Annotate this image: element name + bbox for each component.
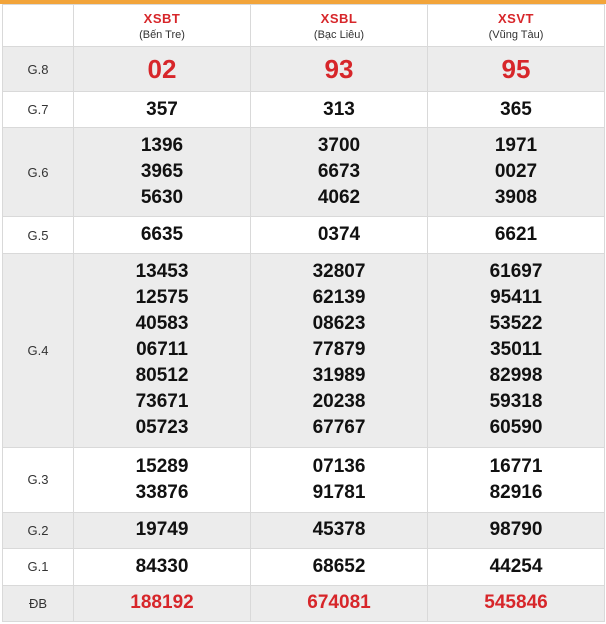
prize-label: G.4 bbox=[3, 253, 74, 447]
prize-label: G.1 bbox=[3, 549, 74, 585]
prize-label: G.5 bbox=[3, 217, 74, 253]
prize-cell bbox=[251, 512, 428, 548]
prize-number: 84330 bbox=[135, 555, 189, 577]
province-name: (Vũng Tàu) bbox=[488, 28, 544, 41]
prize-number: 313 bbox=[323, 98, 355, 120]
prize-number: 91781 bbox=[312, 481, 366, 503]
prize-number: 53522 bbox=[489, 313, 543, 335]
prize-number: 31989 bbox=[312, 365, 366, 387]
prize-number: 60590 bbox=[489, 417, 543, 439]
prize-number: 06711 bbox=[136, 339, 188, 361]
prize-number: 6621 bbox=[494, 224, 538, 246]
prize-number: 02 bbox=[147, 54, 177, 85]
prize-label: G.3 bbox=[3, 447, 74, 512]
prize-row-g7 bbox=[3, 91, 605, 127]
prize-label: G.2 bbox=[3, 512, 74, 548]
province-header-vt[interactable] bbox=[428, 5, 605, 47]
prize-row-g6 bbox=[3, 128, 605, 217]
prize-label: ĐB bbox=[3, 585, 74, 621]
prize-number: 08623 bbox=[312, 313, 366, 335]
prize-number: 68652 bbox=[312, 555, 366, 577]
prize-label: G.8 bbox=[3, 47, 74, 92]
prize-number: 62139 bbox=[312, 287, 366, 309]
prize-cell bbox=[428, 253, 605, 447]
prize-cell bbox=[251, 585, 428, 621]
prize-cell bbox=[428, 217, 605, 253]
prize-number: 05723 bbox=[135, 417, 189, 439]
prize-number: 40583 bbox=[135, 313, 189, 335]
prize-cell bbox=[251, 91, 428, 127]
province-code[interactable]: XSBL bbox=[320, 10, 358, 26]
prize-number: 82916 bbox=[489, 481, 543, 503]
prize-cell bbox=[74, 91, 251, 127]
prize-row-g2 bbox=[3, 512, 605, 548]
prize-cell bbox=[428, 91, 605, 127]
prize-row-special bbox=[3, 585, 605, 621]
prize-number: 3700 bbox=[317, 135, 361, 157]
province-code[interactable]: XSVT bbox=[498, 10, 534, 26]
prize-cell bbox=[74, 128, 251, 217]
prize-number: 5630 bbox=[140, 187, 184, 209]
prize-label: G.6 bbox=[3, 128, 74, 217]
prize-number: 45378 bbox=[312, 519, 366, 541]
prize-cell bbox=[251, 128, 428, 217]
prize-number: 19749 bbox=[135, 519, 189, 541]
prize-cell bbox=[251, 447, 428, 512]
prize-number: 67767 bbox=[312, 417, 366, 439]
prize-number: 1971 bbox=[494, 135, 538, 157]
prize-number: 6673 bbox=[317, 161, 361, 183]
prize-number: 93 bbox=[324, 54, 354, 85]
prize-cell bbox=[74, 549, 251, 585]
prize-number: 59318 bbox=[489, 391, 543, 413]
prize-cell bbox=[74, 447, 251, 512]
prize-number: 3965 bbox=[140, 161, 184, 183]
prize-cell bbox=[428, 512, 605, 548]
prize-number: 1396 bbox=[140, 135, 184, 157]
prize-number: 33876 bbox=[135, 481, 189, 503]
prize-number: 6635 bbox=[140, 224, 184, 246]
prize-number: 20238 bbox=[312, 391, 366, 413]
prize-row-g4 bbox=[3, 253, 605, 447]
province-code[interactable]: XSBT bbox=[143, 10, 181, 26]
prize-number: 13453 bbox=[135, 261, 189, 283]
prize-number: 365 bbox=[500, 98, 532, 120]
prize-number: 77879 bbox=[312, 339, 366, 361]
prize-row-g1 bbox=[3, 549, 605, 585]
prize-number: 0027 bbox=[494, 161, 538, 183]
prize-cell bbox=[428, 47, 605, 92]
prize-number: 95411 bbox=[490, 287, 542, 309]
prize-cell bbox=[251, 47, 428, 92]
prize-number: 35011 bbox=[490, 339, 542, 361]
prize-number: 80512 bbox=[135, 365, 189, 387]
prize-row-g3 bbox=[3, 447, 605, 512]
prize-number: 4062 bbox=[317, 187, 361, 209]
province-header-bt[interactable] bbox=[74, 5, 251, 47]
header-row bbox=[3, 5, 605, 47]
prize-number: 3908 bbox=[494, 187, 538, 209]
prize-cell bbox=[74, 585, 251, 621]
province-name: (Bến Tre) bbox=[139, 28, 185, 41]
prize-number: 0374 bbox=[317, 224, 361, 246]
prize-cell bbox=[428, 447, 605, 512]
prize-number: 16771 bbox=[489, 455, 543, 477]
prize-number: 32807 bbox=[312, 261, 366, 283]
province-name: (Bạc Liêu) bbox=[313, 28, 365, 41]
prize-cell bbox=[251, 217, 428, 253]
prize-label: G.7 bbox=[3, 91, 74, 127]
special-prize-number: 545846 bbox=[484, 592, 548, 614]
prize-number: 07136 bbox=[312, 455, 366, 477]
prize-number: 44254 bbox=[489, 555, 543, 577]
special-prize-number: 188192 bbox=[130, 592, 194, 614]
prize-cell bbox=[74, 47, 251, 92]
prize-number: 82998 bbox=[489, 365, 543, 387]
prize-number: 357 bbox=[146, 98, 178, 120]
prize-cell bbox=[428, 128, 605, 217]
prize-number: 73671 bbox=[135, 391, 189, 413]
prize-cell bbox=[74, 512, 251, 548]
results-table bbox=[2, 4, 605, 622]
prize-cell bbox=[74, 253, 251, 447]
prize-number: 95 bbox=[501, 54, 531, 85]
prize-number: 15289 bbox=[135, 455, 189, 477]
header-corner bbox=[3, 5, 74, 47]
prize-cell bbox=[251, 549, 428, 585]
prize-number: 61697 bbox=[489, 261, 543, 283]
prize-number: 98790 bbox=[489, 519, 543, 541]
province-header-bl[interactable] bbox=[251, 5, 428, 47]
prize-cell bbox=[428, 549, 605, 585]
prize-cell bbox=[428, 585, 605, 621]
special-prize-number: 674081 bbox=[307, 592, 371, 614]
prize-cell bbox=[74, 217, 251, 253]
prize-number: 12575 bbox=[135, 287, 189, 309]
prize-cell bbox=[251, 253, 428, 447]
prize-row-g8 bbox=[3, 47, 605, 92]
prize-row-g5 bbox=[3, 217, 605, 253]
